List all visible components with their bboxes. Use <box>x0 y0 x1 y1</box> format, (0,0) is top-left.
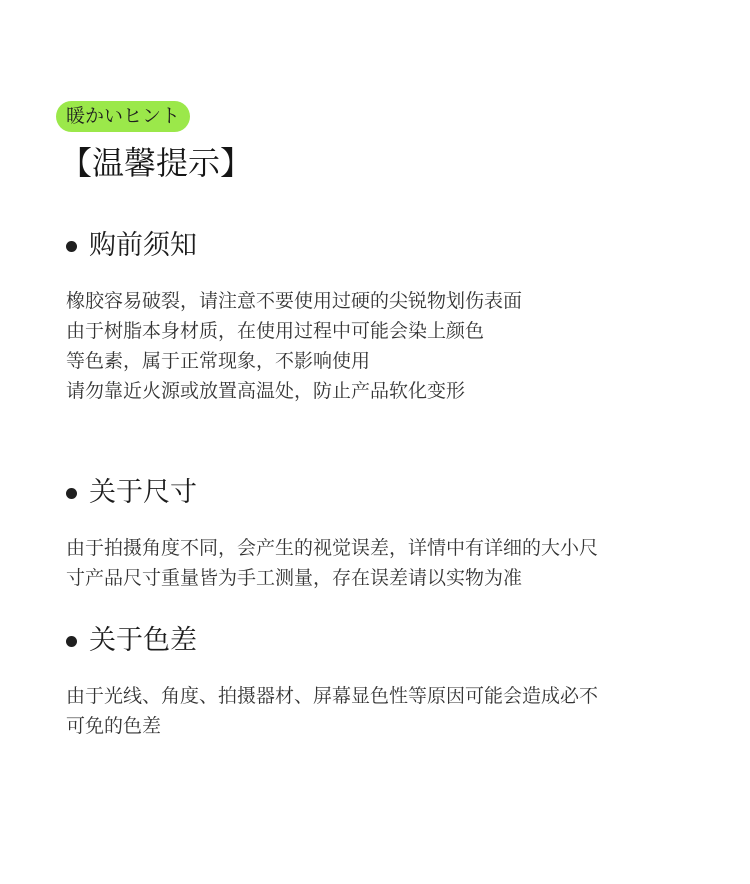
section-size <box>66 473 706 593</box>
section-body <box>66 681 706 741</box>
section-title: 购前须知 <box>89 230 197 261</box>
body-line: 由于光线、角度、拍摄器材、屏幕显色性等原因可能会造成必不 <box>66 685 599 707</box>
body-line: 由于树脂本身材质，在使用过程中可能会染上颜色 <box>66 320 485 342</box>
section-body <box>66 286 706 406</box>
section-heading <box>66 226 706 266</box>
section-purchase-notice <box>66 226 706 406</box>
section-title: 关于色差 <box>89 625 197 656</box>
bullet-icon <box>66 241 77 252</box>
section-heading <box>66 621 706 661</box>
hint-tag: 暖かいヒント <box>56 101 190 132</box>
section-body <box>66 533 706 593</box>
body-line: 橡胶容易破裂，请注意不要使用过硬的尖锐物划伤表面 <box>66 290 523 312</box>
bullet-icon <box>66 636 77 647</box>
body-line: 等色素，属于正常现象，不影响使用 <box>66 350 371 372</box>
page-title: 【温馨提示】 <box>60 144 253 182</box>
section-heading <box>66 473 706 513</box>
section-color-difference <box>66 621 706 741</box>
body-line: 由于拍摄角度不同，会产生的视觉误差，详情中有详细的大小尺 <box>66 537 599 559</box>
section-title: 关于尺寸 <box>89 477 197 508</box>
body-line: 请勿靠近火源或放置高温处，防止产品软化变形 <box>66 380 466 402</box>
body-line: 寸产品尺寸重量皆为手工测量，存在误差请以实物为准 <box>66 567 523 589</box>
bullet-icon <box>66 488 77 499</box>
body-line: 可免的色差 <box>66 715 162 737</box>
